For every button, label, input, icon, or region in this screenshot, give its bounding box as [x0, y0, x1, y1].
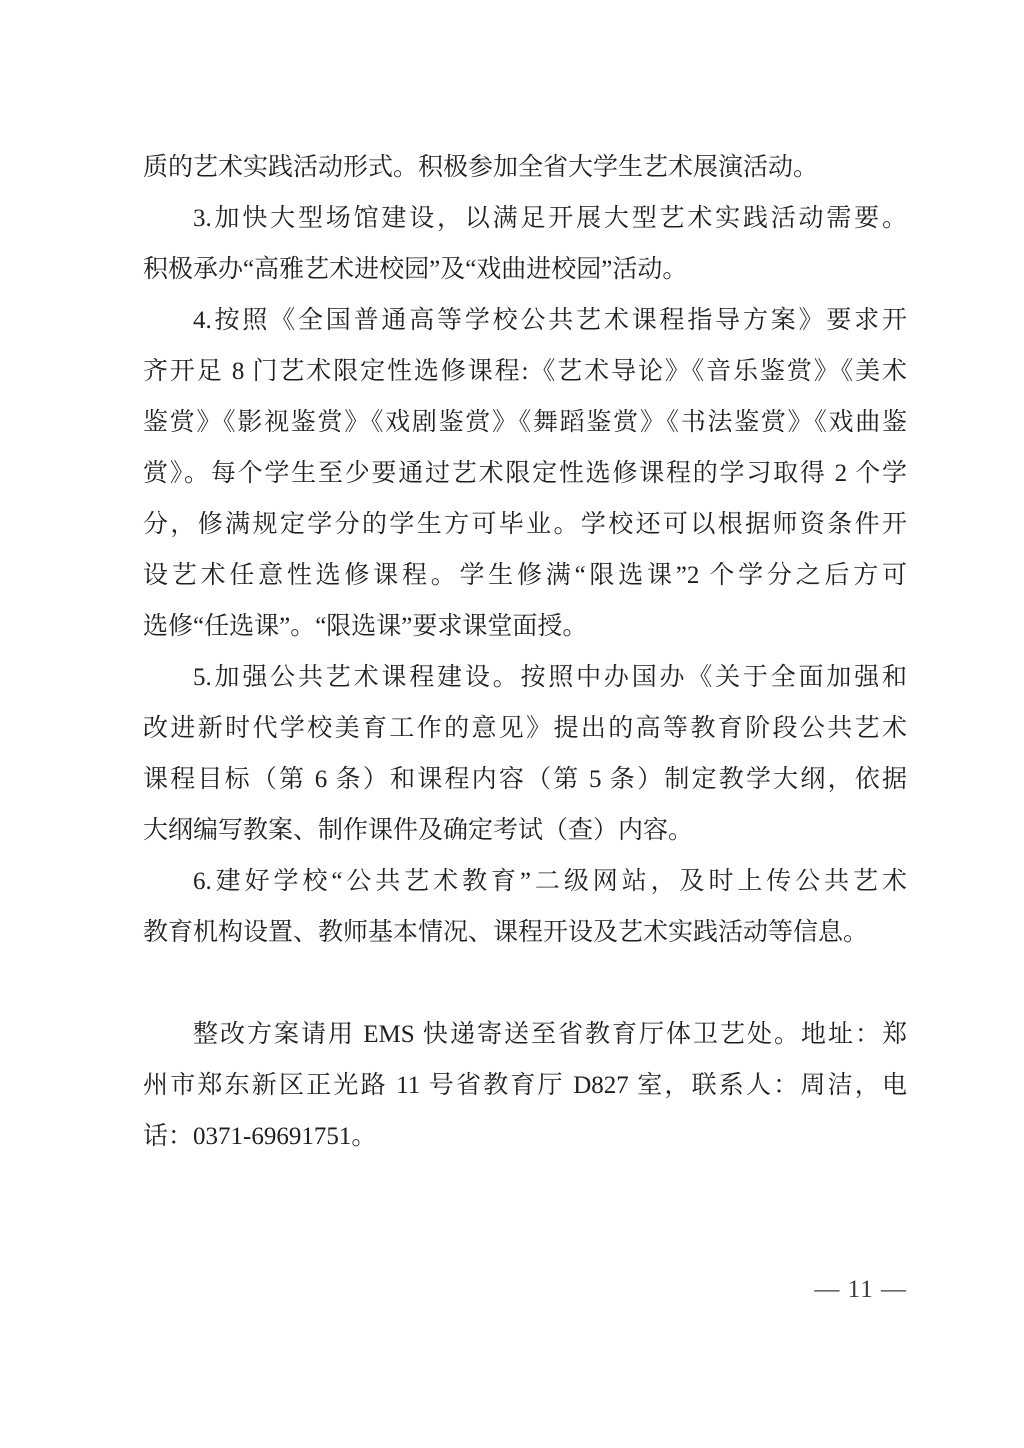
- text-line: 选修“任选课”。“限选课”要求课堂面授。: [143, 613, 588, 640]
- document-body: [143, 142, 907, 1162]
- text-line: 分，修满规定学分的学生方可毕业。学校还可以根据师资条件开: [143, 511, 907, 538]
- text-line: 大纲编写教案、制作课件及确定考试（查）内容。: [143, 817, 694, 844]
- text-line: 积极承办“高雅艺术进校园”及“戏曲进校园”活动。: [143, 256, 688, 283]
- text-line: 课程目标（第 6 条）和课程内容（第 5 条）制定教学大纲，依据: [143, 766, 907, 793]
- text-line: 5.加强公共艺术课程建设。按照中办国办《关于全面加强和: [193, 664, 907, 691]
- text-line: 整改方案请用 EMS 快递寄送至省教育厅体卫艺处。地址：郑: [193, 1021, 907, 1048]
- text-line: 3.加快大型场馆建设，以满足开展大型艺术实践活动需要。: [193, 205, 907, 232]
- text-line: 州市郑东新区正光路 11 号省教育厅 D827 室，联系人：周洁，电: [143, 1072, 907, 1099]
- text-line: 齐开足 8 门艺术限定性选修课程:《艺术导论》《音乐鉴赏》《美术: [143, 358, 907, 385]
- text-line: 话：0371-69691751。: [143, 1123, 377, 1150]
- text-line: 鉴赏》《影视鉴赏》《戏剧鉴赏》《舞蹈鉴赏》《书法鉴赏》《戏曲鉴: [143, 409, 907, 436]
- text-line: 设艺术任意性选修课程。学生修满“限选课”2 个学分之后方可: [143, 562, 907, 589]
- text-line: 4.按照《全国普通高等学校公共艺术课程指导方案》要求开: [193, 307, 907, 334]
- text-line: 质的艺术实践活动形式。积极参加全省大学生艺术展演活动。: [143, 154, 819, 181]
- text-line: 改进新时代学校美育工作的意见》提出的高等教育阶段公共艺术: [143, 715, 907, 742]
- text-line: 教育机构设置、教师基本情况、课程开设及艺术实践活动等信息。: [143, 919, 869, 946]
- page-number: — 11 —: [814, 1276, 907, 1303]
- blank-line: [143, 958, 907, 1009]
- text-line: 赏》。每个学生至少要通过艺术限定性选修课程的学习取得 2 个学: [143, 460, 907, 487]
- text-line: 6.建好学校“公共艺术教育”二级网站，及时上传公共艺术: [193, 868, 907, 895]
